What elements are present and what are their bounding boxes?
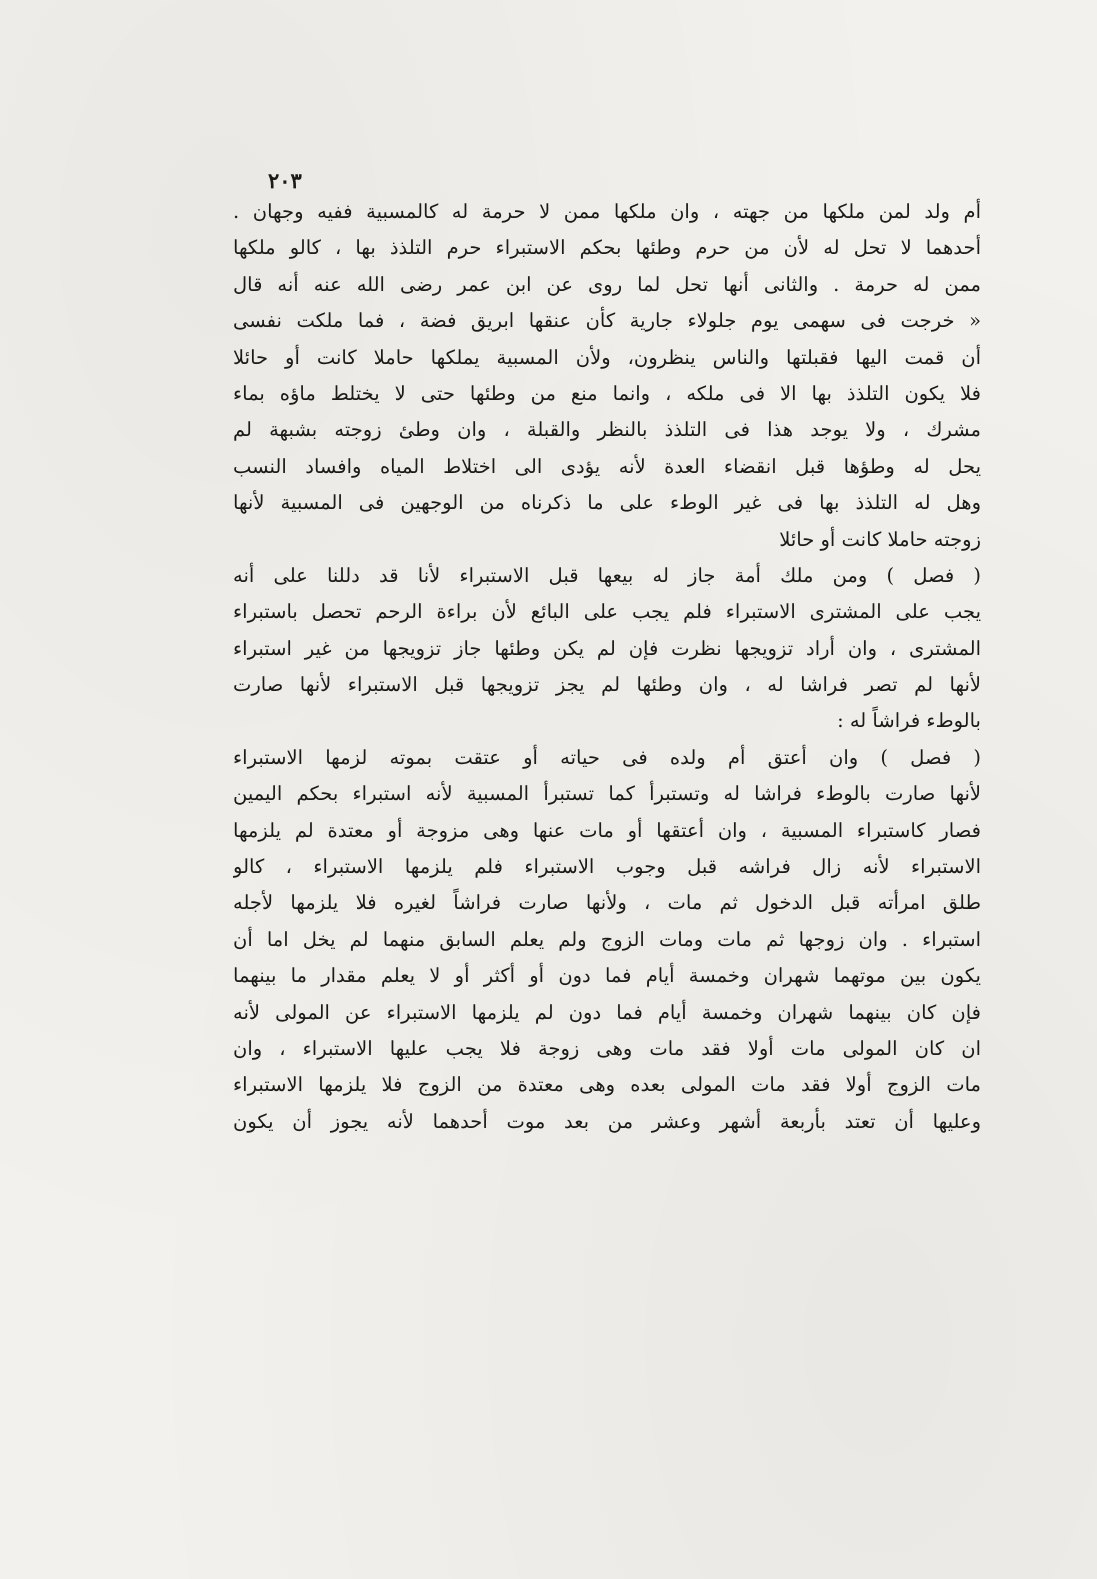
text-line: مشرك ، ولا يوجد هذا فى التلذذ بالنظر والقبلة ، وان وطئ زوجته بشبهة لم xyxy=(233,418,981,442)
text-line: ان كان المولى مات أولا فقد مات وهى زوجة فلا يجب عليها الاستبراء ، وان xyxy=(233,1036,981,1060)
text-line: فإن كان بينهما شهران وخمسة أيام فما دون لم يلزمها الاستبراء عن المولى لأنه xyxy=(233,1000,981,1024)
section-heading-line: ( فصل ) ومن ملك أمة جاز له بيعها قبل الاستبراء لأنا قد دللنا على أنه xyxy=(233,563,981,587)
text-line: ممن له حرمة . والثانى أنها تحل لما روى عن ابن عمر رضى الله عنه أنه قال xyxy=(233,272,981,296)
text-line: وعليها أن تعتد بأربعة أشهر وعشر من بعد موت أحدهما لأنه يجوز أن يكون xyxy=(233,1109,981,1133)
text-line: فصار كاستبراء المسبية ، وان أعتقها أو مات عنها وهى مزوجة أو معتدة لم يلزمها xyxy=(233,818,981,842)
text-line: طلق امرأته قبل الدخول ثم مات ، ولأنها صارت فراشاً لغيره فلا يلزمها لأجله xyxy=(233,891,981,915)
text-line: « خرجت فى سهمى يوم جلولاء جارية كأن عنقها ابريق فضة ، فما ملكت نفسى xyxy=(233,309,981,333)
text-line: المشترى ، وان أراد تزويجها نظرت فإن لم يكن وطئها جاز تزويجها من غير استبراء xyxy=(233,636,981,660)
page-number: ٢٠٣ xyxy=(268,168,302,193)
text-line: وهل له التلذذ بها فى غير الوطء على ما ذكرناه من الوجهين فى المسبية لأنها xyxy=(233,491,981,515)
text-line: استبراء . وان زوجها ثم مات ومات الزوج ولم يعلم السابق منهما لم يخل اما أن xyxy=(233,927,981,951)
text-line: أم ولد لمن ملكها من جهته ، وان ملكها ممن لا حرمة له كالمسبية ففيه وجهان . xyxy=(233,200,981,223)
text-line: الاستبراء لأنه زال فراشه قبل وجوب الاستبراء فلم يلزمها الاستبراء ، كالو xyxy=(233,855,981,879)
text-line: يجب على المشترى الاستبراء فلم يجب على البائع لأن براءة الرحم تحصل باستبراء xyxy=(233,600,981,624)
text-line: مات الزوج أولا فقد مات المولى بعده وهى معتدة من الزوج فلا يلزمها الاستبراء xyxy=(233,1073,981,1097)
body-text xyxy=(233,194,981,1140)
text-line: بالوطء فراشاً له : xyxy=(837,709,981,733)
text-line: أن قمت اليها فقبلتها والناس ينظرون، ولأن المسبية يملكها حاملا كانت أو حائلا xyxy=(233,345,981,369)
text-line: أحدهما لا تحل له لأن من حرم وطئها بحكم الاستبراء حرم التلذذ بها ، كالو ملكها xyxy=(233,236,981,260)
text-line: فلا يكون التلذذ بها الا فى ملكه ، وانما منع من وطئها حتى لا يختلط ماؤه بماء xyxy=(233,381,981,405)
text-line: لأنها صارت بالوطء فراشا له وتستبرأ كما تستبرأ المسبية لأنه استبراء بحكم اليمين xyxy=(233,782,981,806)
text-line: يحل له وطؤها قبل انقضاء العدة لأنه يؤدى الى اختلاط المياه وافساد النسب xyxy=(233,454,981,478)
text-line: يكون بين موتهما شهران وخمسة أيام فما دون أو أكثر أو لا يعلم مقدار ما بينهما xyxy=(233,964,981,988)
text-line: لأنها لم تصر فراشا له ، وان وطئها لم يجز تزويجها قبل الاستبراء لأنها صارت xyxy=(233,673,981,697)
text-line: زوجته حاملا كانت أو حائلا xyxy=(779,527,981,551)
section-heading-line: ( فصل ) وان أعتق أم ولده فى حياته أو عتقت بموته لزمها الاستبراء xyxy=(233,745,981,769)
